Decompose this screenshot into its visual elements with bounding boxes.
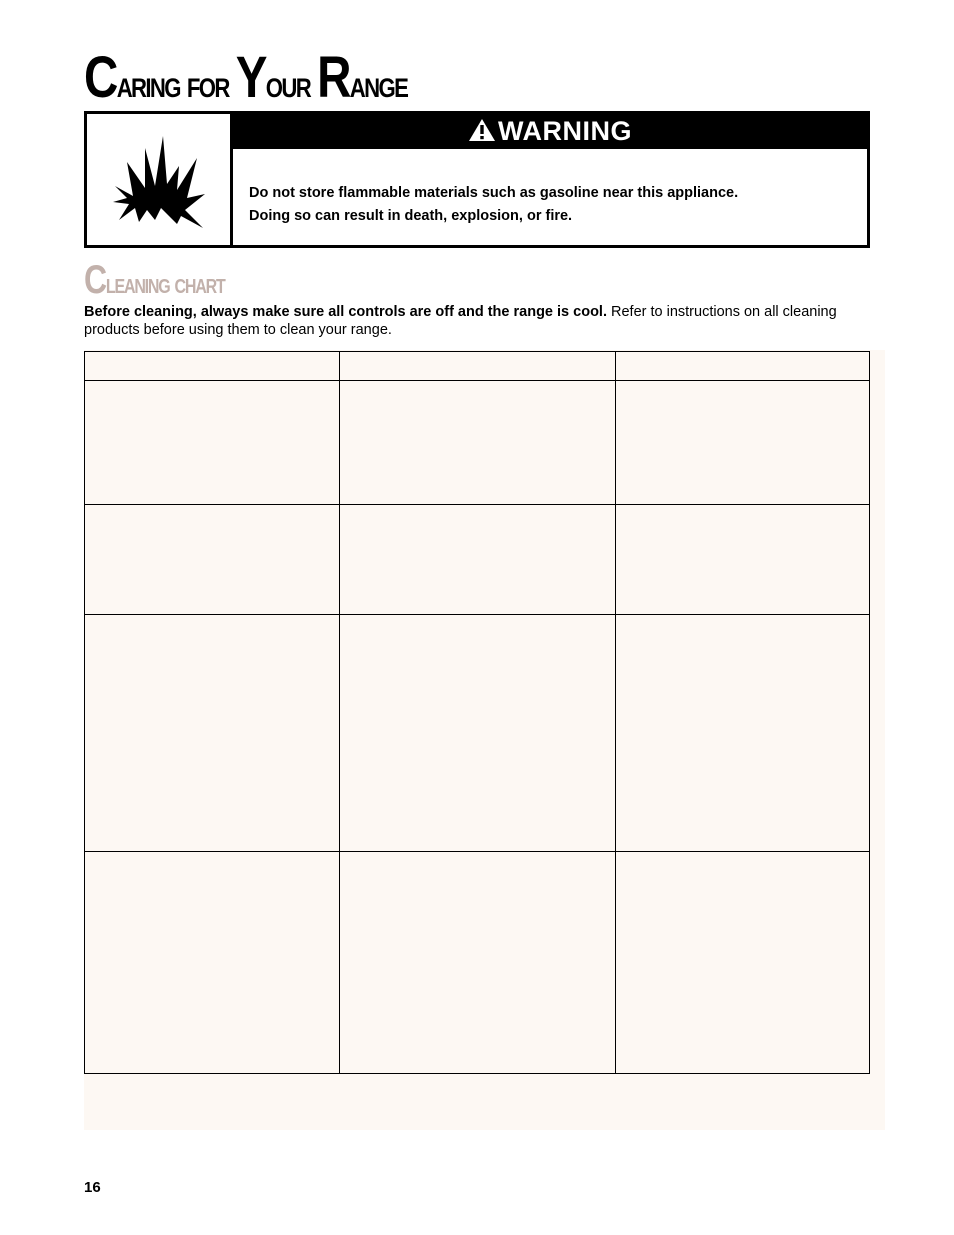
intro-bold-text: Before cleaning, always make sure all controls are off and the range is cool. [84, 304, 607, 320]
table-row-divider [85, 504, 869, 505]
title-initial-y: Y [235, 45, 266, 110]
title-part-3: ange [349, 64, 408, 106]
cleaning-chart-table [84, 351, 870, 1074]
table-header-divider [85, 380, 869, 381]
section-title-initial: C [84, 258, 106, 302]
title-initial-c: C [84, 45, 117, 110]
warning-line-1: Do not store flammable materials such as gasoline near this appliance. [249, 185, 739, 201]
warning-header [233, 114, 867, 149]
title-part-2: our [265, 64, 318, 106]
title-part-1: aring for [116, 64, 236, 106]
explosion-icon [105, 128, 215, 232]
title-initial-r: R [317, 45, 350, 110]
warning-label: WARNING [498, 116, 632, 146]
alert-triangle-icon [468, 118, 496, 142]
warning-box [84, 111, 870, 248]
section-title [84, 258, 225, 303]
warning-icon-cell [87, 114, 233, 245]
intro-normal-text: Refer to instructions on all cleaning products before using them to clean your range. [84, 304, 837, 338]
page-number: 16 [84, 1179, 101, 1196]
intro-paragraph [84, 303, 864, 339]
table-column-divider [615, 352, 616, 1073]
warning-text [249, 182, 857, 228]
table-row-divider [85, 614, 869, 615]
section-title-rest: leaning chart [105, 268, 225, 299]
page-title [84, 44, 407, 111]
table-row-divider [85, 851, 869, 852]
warning-line-2: Doing so can result in death, explosion, or fire. [249, 208, 573, 224]
table-column-divider [339, 352, 340, 1073]
